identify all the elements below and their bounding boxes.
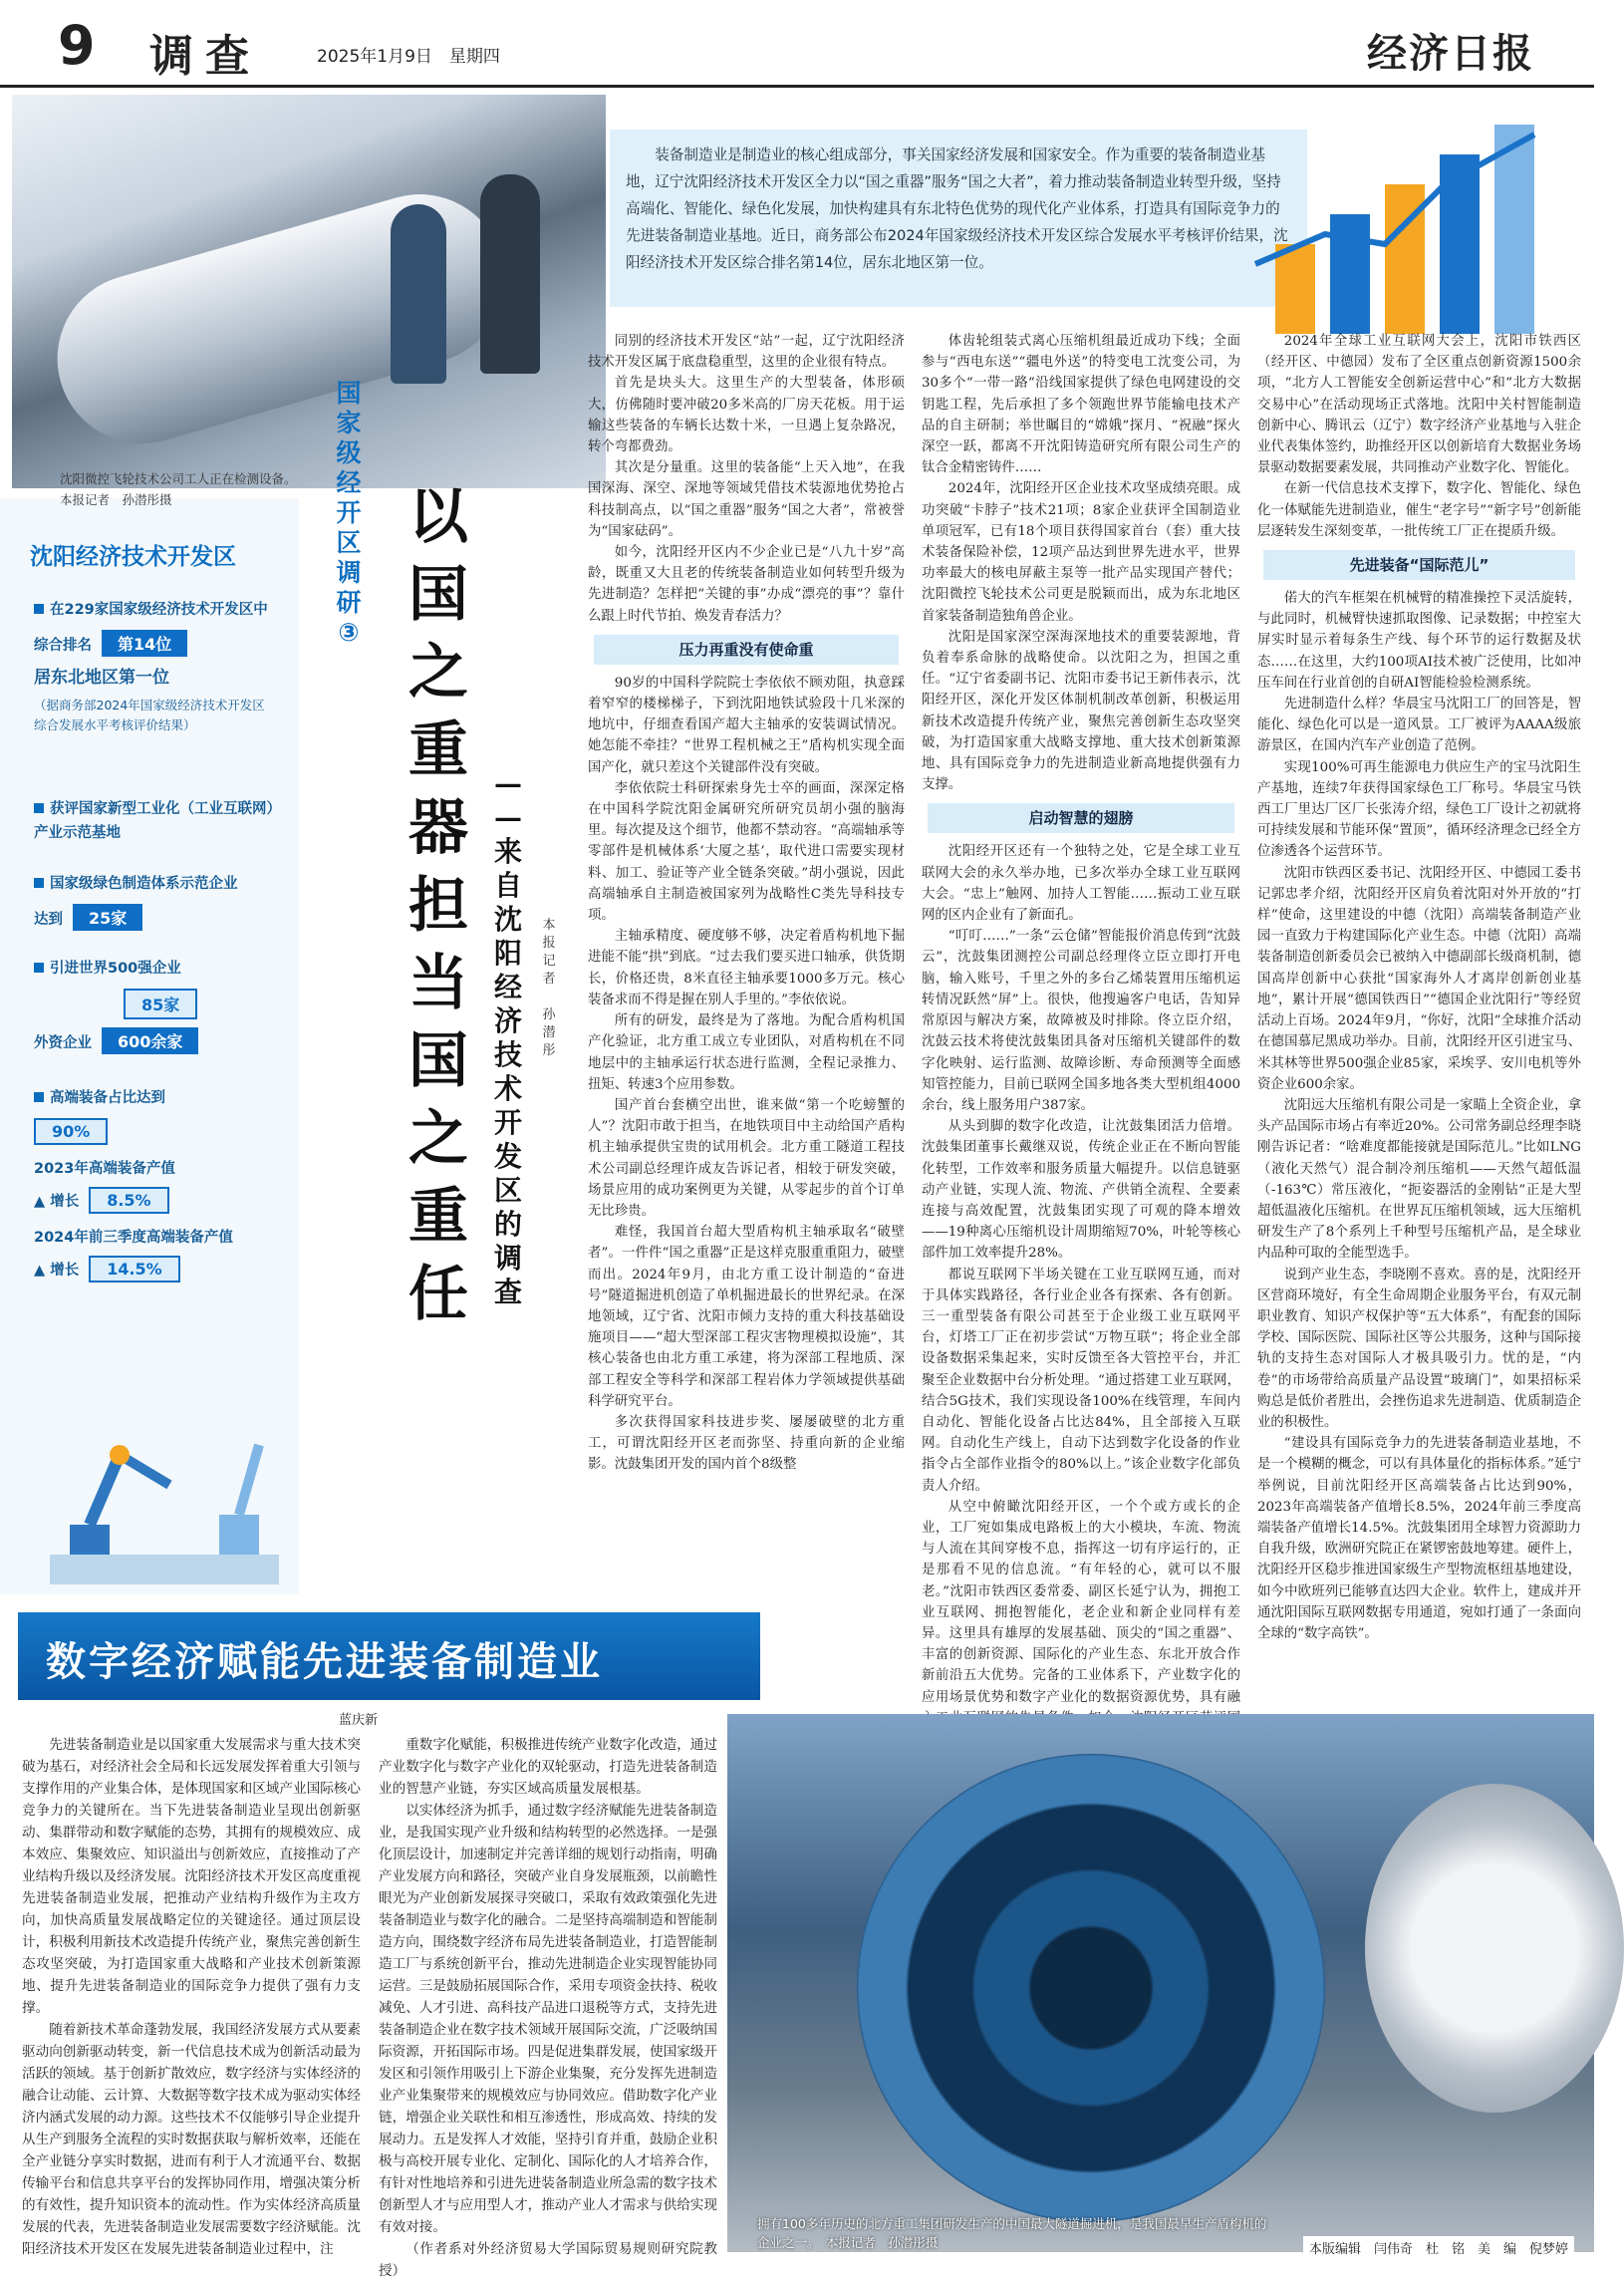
- cutterhead-shape: [857, 1754, 1325, 2222]
- vertical-char: 之: [408, 638, 468, 708]
- paragraph: 国产首台套横空出世，谁来做“第一个吃螃蟹的人”？沈阳市敢于担当，在地铁项目中主动给国产盾构机主轴承提供宝贵的试用机会。北方重工隧道工程技术公司副总经理许成友告诉记者，相较于研发突破，场景应用的成功案例更为关键，从零起步的首个订单无比珍贵。: [588, 1097, 905, 1219]
- vertical-char: 器: [408, 793, 468, 863]
- vertical-char: 经: [336, 468, 362, 497]
- rank-intro: 在229家国家级经济技术开发区中: [50, 602, 268, 618]
- worker-figure: [480, 174, 540, 374]
- paragraph: 2024年，沈阳经开区企业技术攻坚成绩亮眼。成功突破“卡脖子”技术21项；8家企业获评全国制造业单项冠军，已有18个项目获得国家首台（套）重大技术装备保险补偿，12项产品达到世界先进水平，世界功率最大的核电屏蔽主泵等一批产品实现国产替代；沈阳微控飞轮技术公司更是脱颖而出，成为东北地区首家装备制造独角兽企业。: [922, 481, 1240, 624]
- vertical-char: ③: [338, 618, 360, 647]
- green-value: 25家: [73, 904, 142, 931]
- vertical-char: 调: [493, 1242, 522, 1275]
- paragraph: 实现100%可再生能源电力供应生产的宝马沈阳生产基地，连续7年获得国家绿色工厂称号。华晨宝马铁西工厂里达厂区厂长张涛介绍，绿色工厂设计之初就将可持续发展和节能环保“置顶”，循环经济理念已经全方位渗透各个运营环节。: [1257, 759, 1581, 860]
- paragraph: 同别的经济技术开发区“站”一起，辽宁沈阳经济技术开发区属于底盘稳重型，这里的企业很有特点。: [588, 334, 905, 371]
- vertical-char: 本: [542, 918, 556, 933]
- top-photo-caption: 沈阳微控飞轮技术公司工人正在检测设备。 本报记者 孙潜彤摄: [60, 471, 303, 507]
- paragraph: 偌大的汽车框架在机械臂的精准操控下灵活旋转，与此同时，机械臂快速抓取图像、记录数据；中控室大屏实时显示着每条生产线、每个环节的运行数据及状态……在这里，大约100项AI技术被广泛使用，比如冲压车间在行业首创的自研AI智能检验检测系统。: [1257, 591, 1581, 691]
- vertical-char: 研: [336, 588, 362, 617]
- vertical-char: 的: [493, 1208, 522, 1241]
- vertical-char: 者: [542, 972, 556, 987]
- green-block: [34, 872, 313, 932]
- vertical-char: 以: [408, 482, 468, 552]
- y2023-label: 2023年高端装备产值: [34, 1161, 175, 1177]
- vertical-char: 沈: [493, 903, 522, 936]
- vertical-char: 国: [336, 379, 362, 408]
- square-bullet-icon: [34, 803, 44, 813]
- vertical-char: 国: [408, 1026, 468, 1096]
- rank-value: 第14位: [102, 630, 187, 657]
- vertical-char: 之: [408, 1104, 468, 1174]
- machine-shield-shape: [1365, 1784, 1624, 2113]
- intro-box: [610, 130, 1307, 307]
- vertical-char: 区: [336, 528, 362, 557]
- commentary-column-2: [379, 1734, 717, 2279]
- region-label: 居东北地区第一位: [34, 668, 169, 688]
- vertical-char: 开: [336, 498, 362, 527]
- section-subhead: 压力再重没有使命重: [594, 635, 899, 665]
- paragraph-group: [588, 331, 905, 627]
- vertical-char: 记: [542, 954, 556, 969]
- issue-date: 2025年1月9日 星期四: [317, 47, 500, 67]
- vertical-char: [538, 989, 560, 1006]
- award-text: 获评国家新型工业化（工业互联网）产业示范基地: [34, 801, 281, 841]
- tunnel-boring-machine-photo: [727, 1714, 1594, 2252]
- vertical-char: 技: [493, 1038, 522, 1071]
- article-column-2: [922, 331, 1240, 1705]
- paragraph: 90岁的中国科学院院士李依依不顾劝阻，执意踩着窄窄的楼梯梯子，下到沈阳地铁试验段十几米深的地坑中，仔细查看国产超大主轴承的安装调试情况。她怎能不牵挂？“世界工程机械之王”盾构机实现全面国产化，就只差这个关键部件没有突破。: [588, 675, 905, 775]
- paragraph: 主轴承精度、硬度够不够，决定着盾构机地下掘进能不能“拱”到底。“过去我们要买进口轴承，供货期长，价格还贵，8米直径主轴承要1000多万元。核心装备求而不得是握在别人手里的。”李依依说。: [588, 929, 905, 1007]
- paragraph: 沈阳是国家深空深海深地技术的重要装源地，背负着奉系命脉的战略使命。以沈阳之为，担国之重任。“辽宁省委副书记、沈阳市委书记王新伟表示，沈阳经开区，深化开发区体制机制改革创新，积极运用新技术改造提升传统产业，聚焦完善创新生态攻坚突破，为打造国家重大战略支撑地、重大技术创新策源地、具有国际竞争力的先进制造业新高地提供强有力支撑。: [922, 629, 1240, 793]
- paragraph-group: [588, 673, 905, 1476]
- byline: [538, 917, 560, 1060]
- vertical-char: 来: [493, 835, 522, 868]
- vertical-char: 国: [408, 560, 468, 630]
- vertical-char: 家: [336, 409, 362, 437]
- steel-roll-shape: [37, 174, 524, 463]
- masthead-logo: 经济日报: [1367, 30, 1534, 77]
- article-column-1: [588, 331, 905, 1616]
- headline: [394, 478, 483, 1333]
- vertical-char: 经: [493, 971, 522, 1003]
- bottom-photo-caption: 拥有100多年历史的北方重工集团研发生产的中国最大隧道掘进机，是我国最早生产盾构机的企业之一。 本报记者 孙潜彤摄: [757, 2216, 1267, 2250]
- vertical-char: 术: [493, 1072, 522, 1105]
- vertical-char: 当: [408, 949, 468, 1018]
- section-subhead: 先进装备“国际范儿”: [1263, 550, 1575, 580]
- paragraph: （作者系对外经济贸易大学国际贸易规则研究院教授）: [379, 2241, 717, 2279]
- y2024-label: 2024年前三季度高端装备产值: [34, 1230, 233, 1246]
- commentary-banner: [18, 1612, 760, 1700]
- vertical-char: 重: [408, 715, 468, 785]
- paragraph: 首先是块头大。这里生产的大型装备，体形硕大，仿佛随时要冲破20多米高的厂房天花板。用于运输这些装备的车辆长达数十米，一旦遇上复杂路况，转个弯都费劲。: [588, 376, 905, 455]
- top-photo: [12, 95, 606, 488]
- intro-text: 装备制造业是制造业的核心组成部分，事关国家经济发展和国家安全。作为重要的装备制造业基地，辽宁沈阳经济技术开发区全力以“国之重器”服务“国之大者”，着力推动装备制造业转型升级，坚持高端化、智能化、绿色化发展，加快构建具有东北特色优势的现代化产业体系，打造具有国际竞争力的先进装备制造业基地。近日，商务部公布2024年国家级经济技术开发区综合发展水平考核评价结果，沈阳经济技术开发区综合排名第14位，居东北地区第一位。: [626, 146, 1288, 271]
- editor-credits: 本版编辑 闫伟奇 杜 铭 美 编 倪梦婷: [1303, 2236, 1574, 2259]
- paragraph: 以实体经济为抓手，通过数字经济赋能先进装备制造业，是我国实现产业升级和结构转型的必然选择。一是强化顶层设计，加速制定并完善详细的规划行动指南，明确产业发展方向和路径，突破产业自身发展瓶颈，以前瞻性眼光为产业创新发展探寻突破口，采取有效政策强化先进装备制造业与数字化的融合。二是坚持高端制造和智能制造方向，围绕数字经济布局先进装备制造业，打造智能制造工厂与系统创新平台，推动先进制造企业实现智能协同运营。三是鼓励拓展国际合作，采用专项资金扶持、税收减免、人才引进、高科技产品进口退税等方式，支持先进装备制造企业在数字技术领域开展国际交流，广泛吸纳国际资源，开拓国际市场。四是促进集群发展，使国家级开发区和引领作用吸引上下游企业集聚，充分发挥先进制造业产业集聚带来的规模效应与协同效应。借助数字化产业链，增强企业关联性和相互渗透性，形成高效、持续的发展动力。五是发挥人才效能，坚持引育并重，鼓励企业积极与高校开展专业化、定制化、国际化的人才培养合作，有针对性地培养和引进先进装备制造业所急需的数字技术创新型人才与应用型人才，推动产业人才需求与供给实现有效对接。: [379, 1803, 717, 2235]
- vertical-char: 调: [336, 558, 362, 587]
- fortune-block: [34, 957, 313, 1055]
- fortune-label: 引进世界500强企业: [50, 961, 181, 977]
- foreign-value: 600余家: [102, 1027, 198, 1054]
- vertical-char: 区: [493, 1174, 522, 1207]
- paragraph: 如今，沈阳经开区内不少企业已是“八九十岁”高龄，既重又大且老的传统装备制造业如何转型升级为先进制造？怎样把“关键的事”办成“漂亮的事”？靠什么跟上时代节拍、焕发青春活力？: [588, 545, 905, 624]
- paragraph: 2024年全球工业互联网大会上，沈阳市铁西区（经开区、中德园）发布了全区重点创新资源1500余项，“北方人工智能安全创新运营中心”和“北方大数据交易中心”在活动现场正式落地。沈阳中关村智能制造创新中心、腾讯云（辽宁）数字经济产业基地与入驻企业代表集体签约，助推经开区以创新培育大数据业务场景驱动数据要素发展，共同推动产业数字化、智能化。: [1257, 334, 1581, 476]
- vertical-char: 任: [408, 1260, 468, 1329]
- vertical-char: 担: [408, 871, 468, 941]
- paragraph: 沈阳市铁西区委书记、沈阳经开区、中德园工委书记郭忠孝介绍，沈阳经开区肩负着沈阳对外开放的“打样”使命，这里建设的中德（沈阳）高端装备制造产业园一直致力于构建国际化产业生态。中德（沈阳）高端装备制造创新委员会已被纳入中德副部长级商机制，德国高岸创新中心获批“国家海外人才离岸创新创业基地”，累计开展“德国铁西日”“德国企业沈阳行”等经贸活动上百场。2024年9月，“你好，沈阳”全球推介活动在德国慕尼黑成功举办。目前，沈阳经开区引进宝马、米其林等世界500强企业85家，采埃孚、安川电机等外资企业600余家。: [1257, 865, 1581, 1092]
- square-bullet-icon: [34, 878, 44, 888]
- subheadline: [488, 767, 528, 1309]
- paragraph: 从空中俯瞰沈阳经开区，一个个或方或长的企业，工厂宛如集成电路板上的大小模块，车流、物流与人流在其间穿梭不息，指挥这一切有序运行的，正是那看不见的信息流。“有年轻的心，就可以不服老。”沈阳市铁西区委常委、副区长延宁认为，拥抱工业互联网、拥抱智能化，老企业和新企业同样有差异。这里具有雄厚的发展基础、顶尖的“国之重器”、丰富的创新资源、国际化的产业生态、东北开放合作新前沿五大优势。完备的工业体系下，产业数字化的应用场景优势和数字产业化的数据资源优势，具有融: [922, 1499, 1240, 1705]
- bar-chart-decoration: [1235, 95, 1584, 344]
- section-title: 调查: [149, 31, 261, 82]
- rank-note: （据商务部2024年国家级经济技术开发区综合发展水平考核评价结果）: [34, 698, 265, 732]
- green-prefix: 达到: [34, 912, 63, 928]
- commentary-author: 蓝庆新: [339, 1713, 379, 1728]
- rank-block: [34, 598, 313, 735]
- commentary-column-1: [22, 1734, 361, 2257]
- section-subhead: 启动智慧的翅膀: [928, 803, 1234, 833]
- article-column-3: [1257, 331, 1581, 1641]
- robot-arm-illustration: [30, 1405, 299, 1594]
- square-bullet-icon: [34, 1092, 44, 1102]
- paragraph: 重数字化赋能，积极推进传统产业数字化改造，通过产业数字化与数字产业化的双轮驱动，打造先进装备制造业的智慧产业链，夯实区域高质量发展根基。: [379, 1737, 717, 1797]
- y2023-prefix: 增长: [50, 1194, 80, 1210]
- paragraph: 沈阳经开区还有一个独特之处，它是全球工业互联网大会的永久举办地，已多次举办全球工业互联网大会。“忠上”触网、加持人工智能……振动工业互联网的区内企业有了新面孔。: [922, 844, 1240, 924]
- high-end-value: 90%: [34, 1118, 108, 1145]
- vertical-char: 潜: [542, 1025, 556, 1040]
- worker-figure: [391, 204, 446, 384]
- vertical-char: 自: [493, 869, 522, 902]
- high-end-label: 高端装备占比达到: [50, 1090, 165, 1106]
- foreign-label: 外资企业: [34, 1035, 92, 1051]
- page-header: [0, 0, 1594, 88]
- paragraph: “叮叮……”一条“云仓储”智能报价消息传到“沈鼓云”，沈鼓集团测控公司副总经理佟立臣立即打开电脑，输入账号，千里之外的多台乙烯装置用压缩机运转情况跃然“屏”上。很快，他搜遍客户电话，告知异常原因与解决方案，故障被及时排除。佟立臣介绍，沈鼓云技术将使沈鼓集团具备对压缩机关键部件的数字化映射、运行监测、故障诊断、寿命预测等全面感知管控能力，目前已联网全国多地各类大型机组4000余台，线上服务用户387家。: [922, 929, 1240, 1113]
- paragraph: 说到产业生态，李晓刚不喜欢。喜的是，沈阳经开区营商环境好，有全生命周期企业服务平台，有双元制职业教育、知识产权保护等“五大体系”，有配套的国际学校、国际医院、国际社区等公共服务，这种与国际接轨的支持生态对国际人才极具吸引力。忧的是，“内卷”的市场带给高质量产品设置“玻璃门”，如果招标采购总是低价者胜出，会挫伤追求先进制造、优质制造企业的积极性。: [1257, 1267, 1581, 1430]
- paragraph: “建设具有国际竞争力的先进装备制造业基地，不是一个模糊的概念，可以有具体量化的指标体系。”延宁举例说，目前沈阳经开区高端装备占比达到90%，2023年高端装备产值增长8.5%，2024年前三季度高端装备产值增长14.5%。沈鼓集团用全球智力资源助力自我升级，欧洲研究院正在紧锣密鼓地筹建。硬件上，沈阳经开区稳步推进国家级生产型物流枢纽基地建设，如今中欧班列已能够直达四大企业。软件上，建成并开通沈阳国际互联网数据专用通道，宛如打通了一条面向全球的“数字高铁”。: [1257, 1436, 1581, 1641]
- paragraph: 沈阳远大压缩机有限公司是一家瞄上全资企业，拿头产品国际市场占有率近20%。公司常务副总经理李晓刚告诉记者：“啥难度都能接就是国际范儿。”比如LNG（液化天然气）混合制冷剂压缩机——天然气超低温（-163℃）常压液化，“扼姿器活的金刚钻”正是大型超低温液化压缩机。在世界瓦压缩机领域，远大压缩机研发生产了8个系列上千种型号压缩机产品，是全球业内品种可取的全能型选手。: [1257, 1097, 1581, 1262]
- vertical-char: 查: [493, 1276, 522, 1308]
- vertical-char: 开: [493, 1106, 522, 1139]
- paragraph: 先进装备制造业是以国家重大发展需求与重大技术突破为基石，对经济社会全局和长远发展发挥着重大引领与支撑作用的产业集合体，是体现国家和区域产业国际核心竞争力的关键所在。当下先进装备制造业呈现出创新驱动、集群带动和数字赋能的态势，其拥有的规模效应、成本效应、集聚效应、知识溢出与创新效应，直接推动了产业结构升级以及经济发展。沈阳经济技术开发区高度重视先进装备制造业发展，把推动产业结构升级作为主攻方向，加快高质量发展战略定位的关键途径。通过顶层设计，积极利用新技术改造提升传统产业，聚焦完善创新生态攻坚突破，为打造国家重大战略和产业技术创新策源地、提升先进装备制造业的国际竞争力提供了强有力支撑。: [22, 1737, 361, 2016]
- up-arrow-icon: ▲: [34, 1263, 51, 1279]
- paragraph: 在新一代信息技术支撑下，数字化、智能化、绿色化一体赋能先进制造业，催生“老字号”“新字号”创新能层逐转发生深刻变革，一批传统工厂正在提质升级。: [1257, 481, 1581, 539]
- paragraph: 李依依院士科研探索身先士卒的画面，深深定格在中国科学院沈阳金属研究所研究员胡小强的脑海里。每次提及这个细节，他都不禁动容。“高端轴承等零部件是机械体系‘大厦之基’，取代进口需要实现材料、加工、验证等产业全链条突破。”胡小强说，因此高端轴承自主制造被国家列为战略性C类先导科技专项。: [588, 780, 905, 924]
- green-label: 国家级绿色制造体系示范企业: [50, 876, 238, 892]
- vertical-char: 发: [493, 1140, 522, 1173]
- rank-label: 综合排名: [34, 638, 92, 654]
- paragraph-group: [1257, 588, 1581, 1644]
- vertical-char: 彤: [542, 1043, 556, 1058]
- paragraph: 随着新技术革命蓬勃发展，我国经济发展方式从要素驱动向创新驱动转变，新一代信息技术成为创新活动最为活跃的领域。基于创新扩散效应，数字经济与实体经济的融合让动能、云计算、大数据等数字技术成为驱动实体经济内涵式发展的动力源。这些技术不仅能够引导企业提升从生产到服务全流程的实时数据获取与解析效率，还能在全产业链分享实时数据，进而有利于人才流通平台、数据传输平台和信息共享平台的发挥协同作用，增强决策分析的有效性，提升知识资本的流动性。作为实体经济高质量发展的代表，先进装备制造业发展需要数字经济赋能。沈阳经济技术开发区在发展先进装备制造业过程中，注: [22, 2022, 361, 2257]
- paragraph: 所有的研发，最终是为了落地。为配合盾构机国产化验证，北方重工成立专业团队，对盾构机在不同地层中的主轴承运行状态进行监测，全程记录推力、扭矩、转速3个应用参数。: [588, 1013, 905, 1092]
- vertical-char: 孙: [542, 1007, 556, 1022]
- paragraph-group: [1257, 331, 1581, 542]
- paragraph: 其次是分量重。这里的装备能“上天入地”，在我国深海、深空、深地等领域凭借技术装源地优势抢占科技制高点，以“国之重器”服务“国之大者”，常被誉为“国家砝码”。: [588, 460, 905, 539]
- paragraph: 从头到脚的数字化改造，让沈鼓集团活力倍增。沈鼓集团董事长戴继双说，传统企业正在不断向智能化转型，工作效率和服务质量大幅提升。以信息链驱动产业链，实现人流、物流、产供销全流程、全要素连接与高效配置，沈鼓集团实现了可观的降本增效——19种离心压缩机设计周期缩短70%，叶轮等核心部件加工效率提升28%。: [922, 1119, 1240, 1262]
- y2024-value: 14.5%: [89, 1256, 180, 1283]
- square-bullet-icon: [34, 604, 44, 614]
- series-kicker: [329, 379, 369, 648]
- paragraph-group: [379, 1734, 717, 2282]
- vertical-char: 报: [542, 936, 556, 951]
- paragraph-group: [922, 841, 1240, 1813]
- paragraph: 多次获得国家科技进步奖、屡屡破壁的北方重工，可谓沈阳经开区老而弥坚、持重向新的企业缩影。沈鼓集团开发的国内首个8级整: [588, 1414, 905, 1473]
- y2024-prefix: 增长: [50, 1263, 80, 1279]
- sidebar-title: 沈阳经济技术开发区: [30, 544, 236, 570]
- commentary-headline: 数字经济赋能先进装备制造业: [46, 1639, 603, 1685]
- page-number: 9: [58, 14, 96, 77]
- paragraph-group: [22, 1734, 361, 2260]
- paragraph: 都说互联网下半场关键在工业互联网互通，而对于具体实践路径，各行业企业各有探索、各有创新。三一重型装备有限公司甚至于企业级工业互联网平台，灯塔工厂正在初步尝试“万物互联”；将企业全部设备数据采集起来，实时反馈至各大管控平台，并汇聚至企业数据中台分析处理。“通过搭建工业互联网，结合5G技术，我们实现设备100%在线管理，车间内自动化、智能化设备占比达84%，且全部接入互联网。自动化生产线上，自动下达到数字化设备的作业指令占全部作业指令的80%以上。”该企业数字化部负责人介绍。: [922, 1267, 1240, 1494]
- vertical-char: 阳: [493, 937, 522, 970]
- award-block: [34, 797, 283, 845]
- paragraph-group: [922, 331, 1240, 795]
- paragraph: 体齿轮组装式离心压缩机组最近成功下线；全面参与“西电东送”“疆电外送”的特变电工沈变公司，为30多个“一带一路”沿线国家提供了绿色电网建设的交钥匙工程，先后承担了多个领跑世界节能输电技术产品的自主研制；举世瞩目的“嫦娥”探月、“祝融”探火深空一跃，都离不开沈阳铸造研究所有限公司生产的钛合金精密铸件……: [922, 334, 1240, 476]
- paragraph: 先进制造什么样？华晨宝马沈阳工厂的回答是，智能化、绿色化可以是一道风景。工厂被评为AAAA级旅游景区，在国内汽车产业创造了范例。: [1257, 697, 1581, 754]
- vertical-char: 重: [408, 1182, 468, 1252]
- y2023-value: 8.5%: [89, 1187, 168, 1214]
- vertical-char: 济: [493, 1004, 522, 1037]
- high-end-block: [34, 1086, 313, 1283]
- paragraph: 难怪，我国首台超大型盾构机主轴承取名“破壁者”。一件件“国之重器”正是这样克服重重阻力，破壁而出。2024年9月，由北方重工设计制造的“奋进号”隧道掘进机创造了单机掘进最长的世界纪录。在深地领域，辽宁省、沈阳市倾力支持的重大科技基础设施项目——“超大型深部工程灾害物理模拟设施”，其核心装备也由北方重工承建，将为深部工程地质、深部工程安全等科学和深部工程岩体力学领域提供基础科学研究平台。: [588, 1225, 905, 1409]
- vertical-char: —: [494, 801, 522, 834]
- vertical-char: 级: [336, 438, 362, 467]
- up-arrow-icon: ▲: [34, 1194, 51, 1210]
- square-bullet-icon: [34, 963, 44, 973]
- fortune-value: 85家: [124, 989, 197, 1019]
- vertical-char: —: [494, 767, 522, 800]
